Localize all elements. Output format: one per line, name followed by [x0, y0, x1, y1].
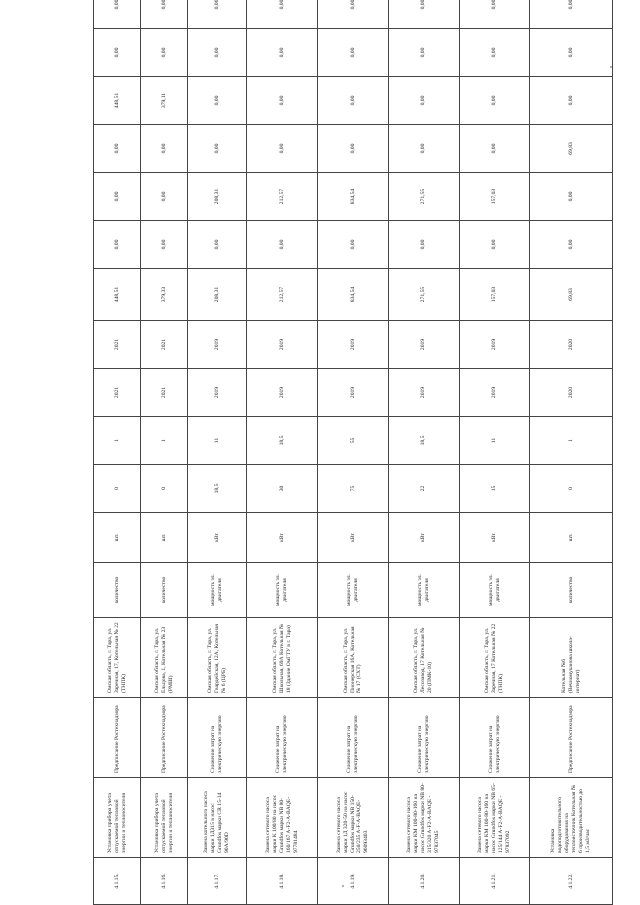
table-row	[247, 0, 318, 905]
start-year: 2021	[141, 369, 188, 417]
indicator-name: мощность эл. двигателя	[188, 563, 247, 618]
cost-col-3: 0,00	[141, 125, 188, 173]
cost-col-4: 448,51	[94, 77, 141, 125]
table-row	[318, 0, 389, 905]
cost-col-2: 212,57	[247, 173, 318, 221]
object-location: Омская область, г. Тара, ул. Школьная, 69А Котельная № 18 (Здание ОмГТУ в г. Тара)	[247, 618, 318, 698]
table-row	[530, 0, 613, 905]
object-location: Омская область, г. Тара, ул. Заречная, 17, Котельная № 22 (ТНПК)	[94, 618, 141, 698]
cost-col-2: 0,00	[94, 173, 141, 221]
end-year: 2021	[141, 321, 188, 369]
value-before: 0	[141, 465, 188, 513]
measure-name: Замена котельного насоса марки 1Д315 в насос Grundfos марки CR 15-14 90A/90D	[188, 778, 247, 858]
row-number: 4.1.19.	[318, 858, 389, 905]
cost-col-6: 0,00	[318, 0, 389, 29]
cost-col-1: 0,00	[459, 221, 530, 269]
start-year: 2019	[459, 369, 530, 417]
value-after: 11	[188, 417, 247, 465]
start-year: 2021	[94, 369, 141, 417]
indicator-name: количество	[94, 563, 141, 618]
cost-col-4: 0,00	[318, 77, 389, 125]
measure-name: Замена сетевого насоса марки К 100/80 на насос Grundfos марки NB 80-160/167 A-F2-A-BAQE-97781484	[247, 778, 318, 858]
cost-col-2: 271,55	[388, 173, 459, 221]
cost-col-5: 0,00	[247, 29, 318, 77]
cost-col-3: 0,00	[94, 125, 141, 173]
table-row	[459, 0, 530, 905]
cost-col-6: 0,06	[188, 0, 247, 29]
cost-col-3: 0,00	[247, 125, 318, 173]
cost-col-2: 0,00	[530, 173, 613, 221]
start-year: 2020	[530, 369, 613, 417]
row-number: 4.1.22.	[530, 858, 613, 905]
end-year: 2019	[318, 321, 389, 369]
cost-col-5: 0,00	[318, 29, 389, 77]
cost-col-6: 0,00	[530, 0, 613, 29]
measure-basis: Снижение затрат на электрическую энергию	[388, 698, 459, 778]
value-before: 0	[530, 465, 613, 513]
total-cost: 379,33	[141, 269, 188, 321]
total-cost: 212,57	[247, 269, 318, 321]
total-cost: 271,55	[388, 269, 459, 321]
value-before: 0	[94, 465, 141, 513]
total-cost: 69,83	[530, 269, 613, 321]
indicator-name: количество	[530, 563, 613, 618]
value-after: 1	[94, 417, 141, 465]
indicator-name: мощность эл. двигателя	[247, 563, 318, 618]
table-row	[94, 0, 141, 905]
cost-col-2: 157,03	[459, 173, 530, 221]
cost-col-3: 0,00	[188, 125, 247, 173]
cost-col-5: 0,00	[141, 29, 188, 77]
start-year: 2019	[247, 369, 318, 417]
cost-col-2: 834,54	[318, 173, 389, 221]
cost-col-1: 0,00	[318, 221, 389, 269]
unit-cell: шт.	[94, 513, 141, 563]
value-after: 1	[530, 417, 613, 465]
cost-col-5: 0,00	[530, 29, 613, 77]
end-year: 2019	[459, 321, 530, 369]
object-location: Омская область, г. Тара, ул. Пионерская 16А, Котельная № 17 (СХТ)	[318, 618, 389, 698]
cost-col-4: 0,00	[459, 77, 530, 125]
measure-basis: Снижение затрат на электрическую энергию	[459, 698, 530, 778]
row-number: 4.1.17.	[188, 858, 247, 905]
indicator-name: количество	[141, 563, 188, 618]
row-number: 4.1.21.	[459, 858, 530, 905]
indicator-name: мощность эл. двигателя	[459, 563, 530, 618]
cost-col-3: 0,00	[318, 125, 389, 173]
cost-col-6: 0,00	[247, 0, 318, 29]
rotated-table-wrapper	[93, 0, 613, 905]
start-year: 2019	[388, 369, 459, 417]
cost-col-1: 0,00	[141, 221, 188, 269]
end-year: 2020	[530, 321, 613, 369]
value-before: 18,5	[188, 465, 247, 513]
cost-col-4: 379,11	[141, 77, 188, 125]
cost-col-1: 0,00	[94, 221, 141, 269]
start-year: 2019	[318, 369, 389, 417]
cost-col-4: 0,00	[188, 77, 247, 125]
measure-basis: Предписание Ростехнадзора	[94, 698, 141, 778]
value-before: 30	[247, 465, 318, 513]
value-after: 18,5	[247, 417, 318, 465]
object-location: Омская область, г. Тара, ул. Заречная, 17 Котельная № 22 (ТНПК)	[459, 618, 530, 698]
cost-col-4: 0,00	[388, 77, 459, 125]
object-location: Котельная №6 (Вечномуканова школа-интернат)	[530, 618, 613, 698]
cost-col-4: 0,00	[530, 77, 613, 125]
row-number: 4.1.16.	[141, 858, 188, 905]
end-year: 2019	[247, 321, 318, 369]
unit-cell: кВт	[459, 513, 530, 563]
measure-basis: Снижение затрат на электрическую энергию	[318, 698, 389, 778]
measure-basis: Предписание Ростехнадзора	[141, 698, 188, 778]
measure-name: Замена сетевого насоса марки КМ 100-80-160 на насос Grundfos марки NB 80-315/320 A-F2-A-BAQE - 97837045	[388, 778, 459, 858]
total-cost: 208,31	[188, 269, 247, 321]
investment-program-table	[93, 0, 613, 905]
cost-col-1: 0,00	[388, 221, 459, 269]
scan-speck	[342, 885, 344, 887]
cost-col-6: 0,00	[94, 0, 141, 29]
object-location: Омская область, г. Тара, ул. Гвардейская, 12А, Котельная № 6 (ЦРБ)	[188, 618, 247, 698]
unit-cell: шт.	[141, 513, 188, 563]
end-year: 2019	[188, 321, 247, 369]
table-body	[94, 0, 613, 905]
cost-col-4: 0,00	[247, 77, 318, 125]
table-row	[188, 0, 247, 905]
row-number: 4.1.20.	[388, 858, 459, 905]
total-cost: 834,54	[318, 269, 389, 321]
object-location: Омская область, г. Тара, ул. Лесозавод, 17 Котельная № 20 (ПМК-10)	[388, 618, 459, 698]
unit-cell: кВт	[318, 513, 389, 563]
value-before: 75	[318, 465, 389, 513]
value-after: 18,5	[388, 417, 459, 465]
end-year: 2021	[94, 321, 141, 369]
cost-col-5: 0,00	[459, 29, 530, 77]
cost-col-2: 0,00	[141, 173, 188, 221]
total-cost: 157,03	[459, 269, 530, 321]
measure-basis: Снижение затрат на электрическую энергию	[247, 698, 318, 778]
measure-name: Замена сетевого насоса марки 1Д 320-50 на насос Grundfos марки NB 150-250/235 A-F-A-BAQE-96093403	[318, 778, 389, 858]
measure-name: Установка прибора учета отпускаемой тепловой энергии и теплоносителя	[141, 778, 188, 858]
cost-col-2: 208,31	[188, 173, 247, 221]
value-after: 1	[141, 417, 188, 465]
cost-col-3: 0,00	[459, 125, 530, 173]
value-before: 22	[388, 465, 459, 513]
cost-col-6: 0,00	[388, 0, 459, 29]
end-year: 2019	[388, 321, 459, 369]
row-number: 4.1.18.	[247, 858, 318, 905]
indicator-name: мощность эл. двигателя	[318, 563, 389, 618]
table-row	[388, 0, 459, 905]
cost-col-6: 0,00	[459, 0, 530, 29]
row-number: 4.1.15.	[94, 858, 141, 905]
table-row	[141, 0, 188, 905]
cost-col-5: 0,00	[94, 29, 141, 77]
scan-speck	[610, 66, 612, 68]
cost-col-1: 0,00	[530, 221, 613, 269]
cost-col-6: 0,00	[141, 0, 188, 29]
value-after: 55	[318, 417, 389, 465]
cost-col-3: 0,00	[388, 125, 459, 173]
unit-cell: кВт	[388, 513, 459, 563]
unit-cell: кВт	[188, 513, 247, 563]
measure-basis: Предписание Ростехнадзора	[530, 698, 613, 778]
cost-col-5: 0,00	[388, 29, 459, 77]
measure-basis: Снижение затрат на электрическую энергию	[188, 698, 247, 778]
cost-col-1: 0,00	[247, 221, 318, 269]
cost-col-3: 69,83	[530, 125, 613, 173]
cost-col-1: 0,00	[188, 221, 247, 269]
measure-name: Установка водоподготовительного оборудования на теплоисточник Котельная № 6 производительностью до 1,5 м3/час	[530, 778, 613, 858]
start-year: 2019	[188, 369, 247, 417]
indicator-name: мощность эл. двигателя	[388, 563, 459, 618]
measure-name: Замена сетевого насоса марки КМ 100-80-160 на насос Grundfos марки NB 65-125/144 A-F2-A-BAQE - 97837092	[459, 778, 530, 858]
unit-cell: кВт	[247, 513, 318, 563]
cost-col-5: 0,00	[188, 29, 247, 77]
total-cost: 448,51	[94, 269, 141, 321]
unit-cell: шт.	[530, 513, 613, 563]
value-after: 11	[459, 417, 530, 465]
object-location: Омская область, г. Тара, ул. Ельцова, 1, Котельная № 23 (РМШ)	[141, 618, 188, 698]
measure-name: Установка прибора учета отпускаемой тепловой энергии и теплоносителя	[94, 778, 141, 858]
value-before: 15	[459, 465, 530, 513]
